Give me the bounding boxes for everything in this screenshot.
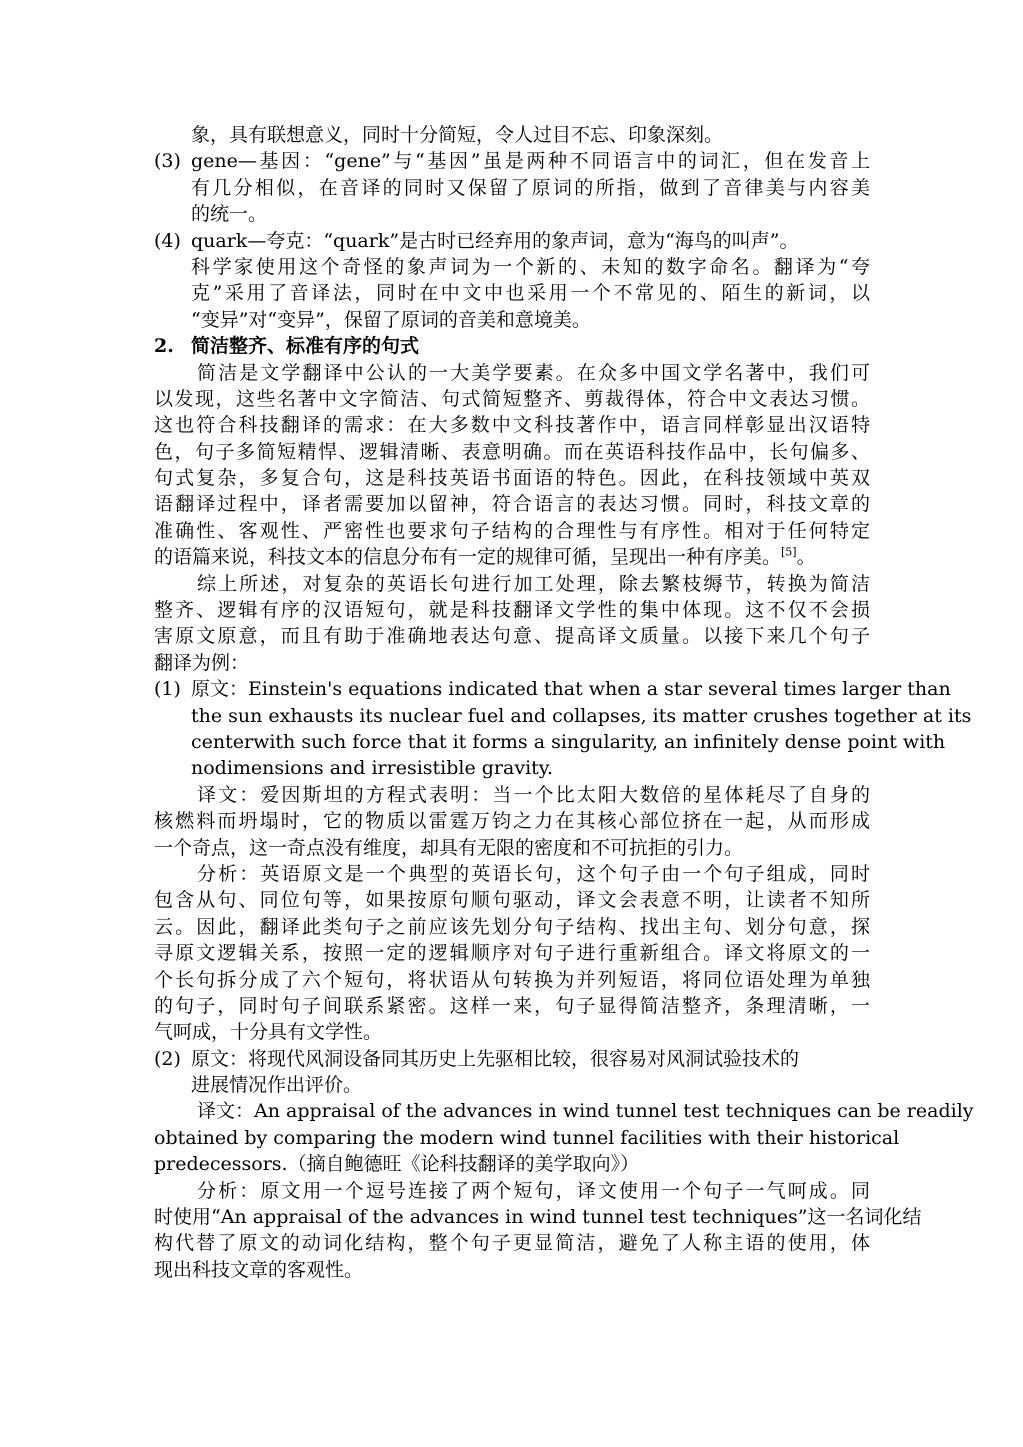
analysis-text-line: 分析：英语原文是一个典型的英语长句，这个句子由一个句子组成，同时 xyxy=(197,862,870,885)
source-text-line: the sun exhausts its nuclear fuel and collapses, its matter crushes together at its xyxy=(191,704,972,727)
source-text-line: nodimensions and irresistible gravity. xyxy=(191,757,554,780)
text-line: “变异”对“变异”，保留了原词的音美和意境美。 xyxy=(191,308,591,331)
paragraph-conciseness xyxy=(154,360,870,571)
text-line: 简洁是文学翻译中公认的一大美学要素。在众多中国文学名著中，我们可 xyxy=(197,361,870,384)
translation-text-line: 一个奇点，这一奇点没有维度，却具有无限的密度和不可抗拒的引力。 xyxy=(154,836,744,859)
text-line: 以发现，这些名著中文字简洁、句式简短整齐、剪裁得体，符合中文表达习惯。 xyxy=(154,387,870,410)
example-2 xyxy=(154,1046,974,1284)
text-line: 句式复杂，多复合句，这是科技英语书面语的特色。因此，在科技领域中英双 xyxy=(154,467,870,490)
text-line: 克”采用了音译法，同时在中文中也采用一个不常见的、陌生的新词，以 xyxy=(191,282,870,305)
source-text-line: 进展情况作出评价。 xyxy=(191,1074,363,1097)
text-line: 科学家使用这个奇怪的象声词为一个新的、未知的数字命名。翻译为“夸 xyxy=(191,255,870,278)
analysis-text-line: 气呵成，十分具有文学性。 xyxy=(154,1021,383,1044)
translation-text-line: 译文：An appraisal of the advances in wind tunnel test techniques can be readily xyxy=(197,1100,974,1123)
list-item-continuation xyxy=(154,122,870,148)
text-line: 象，具有联想意义，同时十分简短，令人过目不忘、印象深刻。 xyxy=(191,124,724,146)
analysis-text-line: 个长句拆分成了六个短句，将状语从句转换为并列短语，将同位语处理为单独 xyxy=(154,968,870,991)
list-marker: (1) xyxy=(154,678,181,701)
text-line: 色，句子多简短精悍、逻辑清晰、表意明确。而在英语科技作品中，长句偏多、 xyxy=(154,440,870,463)
analysis-text-line: 寻原文逻辑关系，按照一定的逻辑顺序对句子进行重新组合。译文将原文的一 xyxy=(154,942,870,965)
source-text-line: 原文：Einstein's equations indicated that when a star several times larger than xyxy=(191,678,951,701)
text-line: 语翻译过程中，译者需要加以留神，符合语言的表达习惯。同时，科技文章的 xyxy=(154,493,870,516)
list-item-quark xyxy=(154,228,870,334)
analysis-text-line: 的句子，同时句子间联系紧密。这样一来，句子显得简洁整齐，条理清晰，一 xyxy=(154,994,870,1017)
analysis-text-line: 云。因此，翻译此类句子之前应该先划分句子结构、找出主句、划分句意，探 xyxy=(154,915,870,938)
text-line: 的语篇来说，科技文本的信息分布有一定的规律可循，呈现出一种有序美。 xyxy=(154,546,782,569)
source-text-line: 原文：将现代风洞设备同其历史上先驱相比较，很容易对风洞试验技术的 xyxy=(191,1047,800,1070)
text-line: 这也符合科技翻译的需求：在大多数中文科技著作中，语言同样彰显出汉语特 xyxy=(154,414,870,437)
analysis-text-line: 时使用“An appraisal of the advances in wind tunnel test techniques”这一名词化结 xyxy=(154,1206,922,1229)
text-line: 综上所述，对复杂的英语长句进行加工处理，除去繁枝缛节，转换为简洁 xyxy=(197,572,870,595)
text-line: gene—基因：“gene”与“基因”虽是两种不同语言中的词汇，但在发音上 xyxy=(191,150,870,173)
translation-text-line: 核燃料而坍塌时，它的物质以雷霆万钧之力在其核心部位挤在一起，从而形成 xyxy=(154,810,870,833)
analysis-text-line: 现出科技文章的客观性。 xyxy=(154,1258,364,1281)
list-item-gene xyxy=(154,148,870,227)
source-text-line: centerwith such force that it forms a singularity, an infinitely dense point with xyxy=(191,730,946,753)
text-line: 有几分相似，在音译的同时又保留了原词的所指，做到了音律美与内容美 xyxy=(191,176,870,199)
translation-text-line: obtained by comparing the modern wind tunnel facilities with their historical xyxy=(154,1126,900,1149)
list-marker: (2) xyxy=(154,1047,181,1070)
example-1 xyxy=(154,676,972,1045)
analysis-text-line: 包含从句、同位句等，如果按原句顺句驱动，译文会表意不明，让读者不知所 xyxy=(154,889,870,912)
analysis-text-line: 分析：原文用一个逗号连接了两个短句，译文使用一个句子一气呵成。同 xyxy=(197,1179,870,1202)
text-line: 翻译为例： xyxy=(154,651,250,674)
section-title: 简洁整齐、标准有序的句式 xyxy=(191,335,420,358)
section-number: 2. xyxy=(154,335,174,358)
text-line: 害原文原意，而且有助于准确地表达句意、提高译文质量。以接下来几个句子 xyxy=(154,625,870,648)
citation: [5] xyxy=(781,545,797,559)
sentence-end: 。 xyxy=(796,546,816,569)
section-heading xyxy=(154,333,870,359)
text-line: quark—夸克：“quark”是古时已经弃用的象声词，意为“海鸟的叫声”。 xyxy=(191,229,799,252)
text-line: 准确性、客观性、严密性也要求句子结构的合理性与有序性。相对于任何特定 xyxy=(154,519,870,542)
list-marker: (4) xyxy=(154,229,181,252)
translation-text-line: 译文：爱因斯坦的方程式表明：当一个比太阳大数倍的星体耗尽了自身的 xyxy=(197,783,870,806)
text-line: 的统一。 xyxy=(191,203,268,226)
translation-text-line: predecessors.（摘自鲍德旺《论科技翻译的美学取向》） xyxy=(154,1153,640,1176)
text-line: 整齐、逻辑有序的汉语短句，就是科技翻译文学性的集中体现。这不仅不会损 xyxy=(154,599,870,622)
document-page xyxy=(154,122,974,1283)
list-marker: (3) xyxy=(154,150,181,173)
analysis-text-line: 构代替了原文的动词化结构，整个句子更显简洁，避免了人称主语的使用，体 xyxy=(154,1232,870,1255)
paragraph-summary xyxy=(154,571,870,677)
